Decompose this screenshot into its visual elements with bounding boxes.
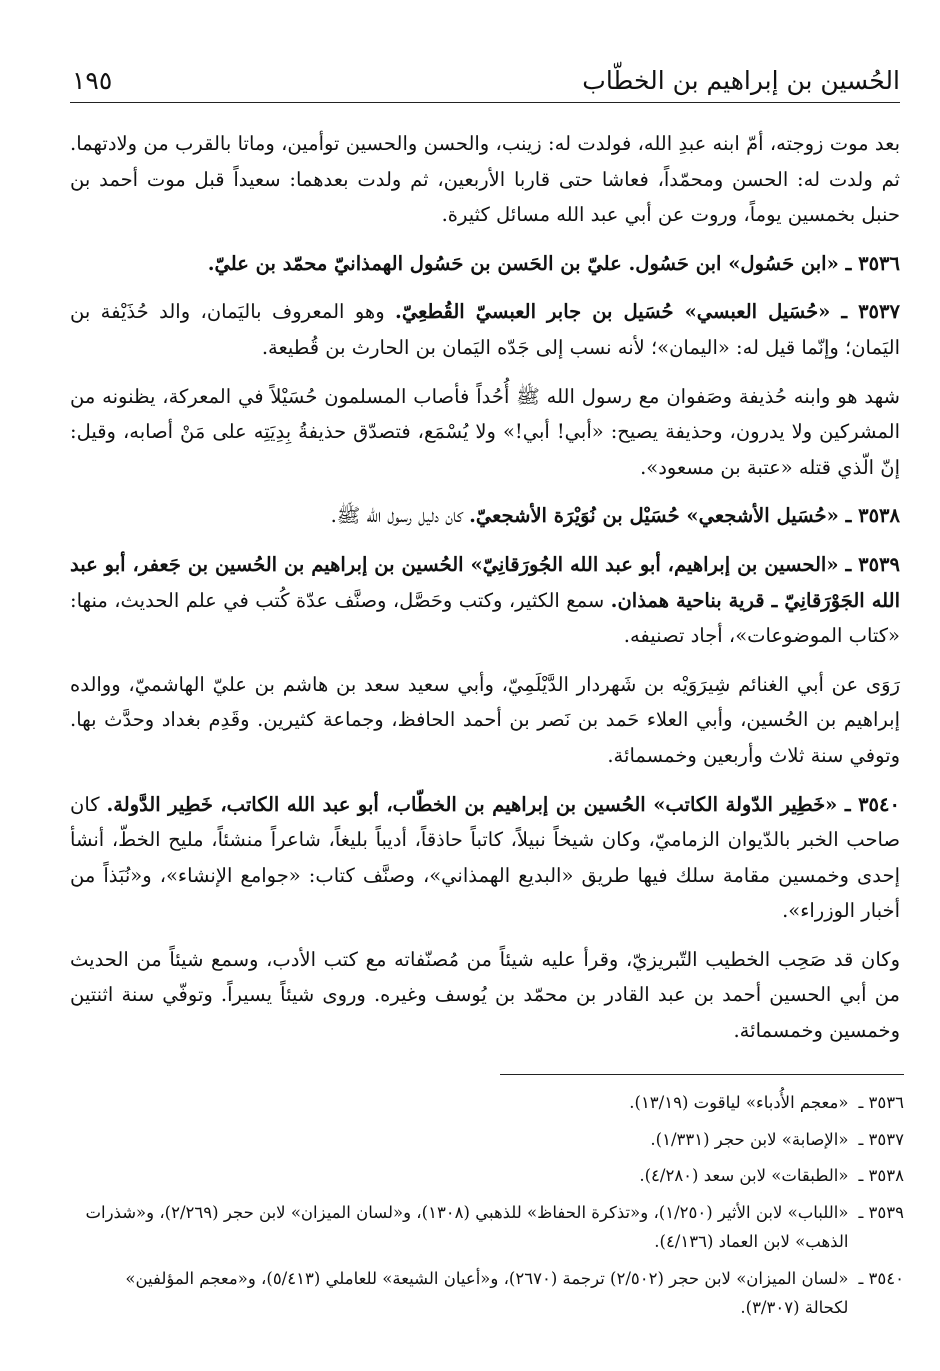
entry-text: كان دليل رسول الله ﷺ. [330, 504, 470, 528]
entry-3540 [70, 787, 900, 929]
footnote-divider [500, 1074, 904, 1075]
footnote-3539 [78, 1198, 904, 1257]
footnote-3536 [78, 1088, 904, 1118]
footnote-3540 [78, 1264, 904, 1323]
footnote-number: ٣٥٣٨ ـ [858, 1166, 904, 1185]
footnotes [78, 1088, 904, 1330]
entry-text: سمع الكثير، وكتب وحَصَّل، وصنَّف عدّة كُتب في علم الحديث، منها: «كتاب الموضوعات»، أجاد تصنيفه. [70, 588, 900, 648]
paragraph-text: بعد موت زوجته، أمّ ابنه عبدِ الله، فولدت له: زينب، والحسن والحسين توأمين، وماتا بالقرب من ولادتهما. ثم ولدت له: الحسن ومحمّداً، فعاشا حتى قاربا الأربعين، ثم ولدت بعدهما: سعيداً قبل موت أحمد بن حنبل بخمسين يوماً، وروت عن أبي عبد الله مسائل كثيرة. [70, 132, 900, 227]
paragraph-text: شهد هو وابنه حُذيفة وصَفوان مع رسول الله ﷺ أُحُداً فأصاب المسلمون حُسَيْلاً في المعركة، يظنونه من المشركين ولا يدرون، وحذيفة يصيح: «أبي! أبي!» ولا يُسْمَع، فتصدّق حذيفةُ بِدِيَتِه على مَنْ أصابه، وقيل: إنّ الّذي قتله «عتبة بن مسعود». [70, 384, 900, 479]
footnote-number: ٣٥٣٦ ـ [858, 1093, 904, 1112]
entry-heading: ٣٥٣٧ ـ «حُسَيل العبسي» حُسَيل بن جابر العبسيّ القُطعِيّ. [395, 300, 900, 324]
entry-3539 [70, 547, 900, 654]
paragraph-3537-cont [70, 379, 900, 486]
main-text [70, 126, 900, 1062]
entry-heading: ٣٥٤٠ ـ «خَطِير الدّولة الكاتب» الحُسين بن إبراهيم بن الخطّاب، أبو عبد الله الكاتب، خَطِير الدَّولة. [106, 792, 900, 816]
paragraph-text: رَوَى عن أبي الغنائم شِيرَوَيْه بن شَهردار الدَّيْلَمِيّ، وأبي سعيد سعد بن هاشم بن عليّ الهاشميّ، ووالده إبراهيم بن الحُسين، وأبي العلاء حَمد بن نَصر بن أحمد الحافظ، وجماعة كثيرين. وقَدِم بغداد وحدَّث بها. وتوفي سنة ثلاث وأربعين وخمسمائة. [70, 672, 900, 767]
entry-text: وهو المعروف باليَمان، والد حُذَيْفة بن اليَمان؛ وإنّما قيل له: «اليمان»؛ لأنه نسب إلى جَدّه اليَمان بن الحارث بن قُطيعة. [70, 300, 900, 359]
footnote-text: «لسان الميزان» لابن حجر (٢/٥٠٢) ترجمة (٢٦٧٠)، و«أعيان الشيعة» للعاملي (٥/٤١٣)، و«معجم المؤلفين» لكحالة (٣/٣٠٧). [125, 1268, 849, 1317]
footnote-text: «الإصابة» لابن حجر (١/٣٣١). [650, 1129, 849, 1149]
footnote-text: «الطبقات» لابن سعد (٤/٢٨٠). [639, 1166, 849, 1185]
page-header [70, 62, 900, 103]
footnote-number: ٣٥٣٩ ـ [858, 1202, 904, 1222]
running-title: الحُسين بن إبراهيم بن الخطّاب [582, 66, 900, 95]
footnote-number: ٣٥٤٠ ـ [858, 1268, 904, 1288]
footnote-number: ٣٥٣٧ ـ [858, 1129, 904, 1149]
footnote-text: «اللباب» لابن الأثير (١/٢٥٠)، و«تذكرة الحفاظ» للذهبي (١٣٠٨)، و«لسان الميزان» لابن حجر (٢/٢٦٩)، و«شذرات الذهب» لابن العماد (٤/١٣٦). [85, 1202, 849, 1251]
entry-heading: ٣٥٣٨ ـ «حُسَيل الأشجعي» حُسَيْل بن نُوَيْرَة الأشجعيّ. [469, 504, 900, 528]
footnote-3537 [78, 1125, 904, 1155]
paragraph-3539-cont [70, 667, 900, 774]
footnote-3538 [78, 1161, 904, 1191]
entry-heading: ٣٥٣٩ ـ «الحسين بن إبراهيم، أبو عبد الله الجُورَقانِيّ» الحُسين بن إبراهيم بن الحُسين بن جَعفر، أبو عبد الله الجَوْرَقانِيّ ـ قرية بناحية همذان. [70, 552, 900, 612]
entry-3536 [70, 246, 900, 282]
paragraph-text: وكان قد صَحِب الخطيب التّبريزيّ، وقرأ عليه شيئاً من مُصنّفاته مع كتب الأدب، وسمع شيئاً من الحديث من أبي الحسين أحمد بن عبد القادر بن محمّد بن يُوسف وغيره. وروى شيئاً يسيراً. وتوفّي سنة اثنتين وخمسين وخمسمائة. [70, 947, 900, 1043]
paragraph-continuation [70, 126, 900, 233]
entry-3538 [70, 498, 900, 534]
entry-3537 [70, 294, 900, 365]
paragraph-3540-cont [70, 942, 900, 1049]
entry-heading: ٣٥٣٦ ـ «ابن حَسُول» ابن حَسُول. عليّ بن الحَسن بن حَسُول الهمذانيّ محمّد بن عليّ. [207, 251, 900, 275]
entry-text: كان صاحب الخبر بالدّيوان الزماميّ، وكان شيخاً نبيلاً، كاتباً حاذقاً، أديباً بليغاً، شاعراً منشئاً، مليح الخطّ، أنشأ إحدى وخمسين مقامة سلك فيها طريق «البديع الهمذاني»، وصنَّف كتاب: «جوامع الإنشاء»، و«نُبَذاً من أخبار الوزراء». [70, 792, 900, 923]
footnote-text: «معجم الأُدباء» لياقوت (١٣/١٩). [629, 1093, 849, 1112]
page-number: ١٩٥ [72, 66, 113, 95]
